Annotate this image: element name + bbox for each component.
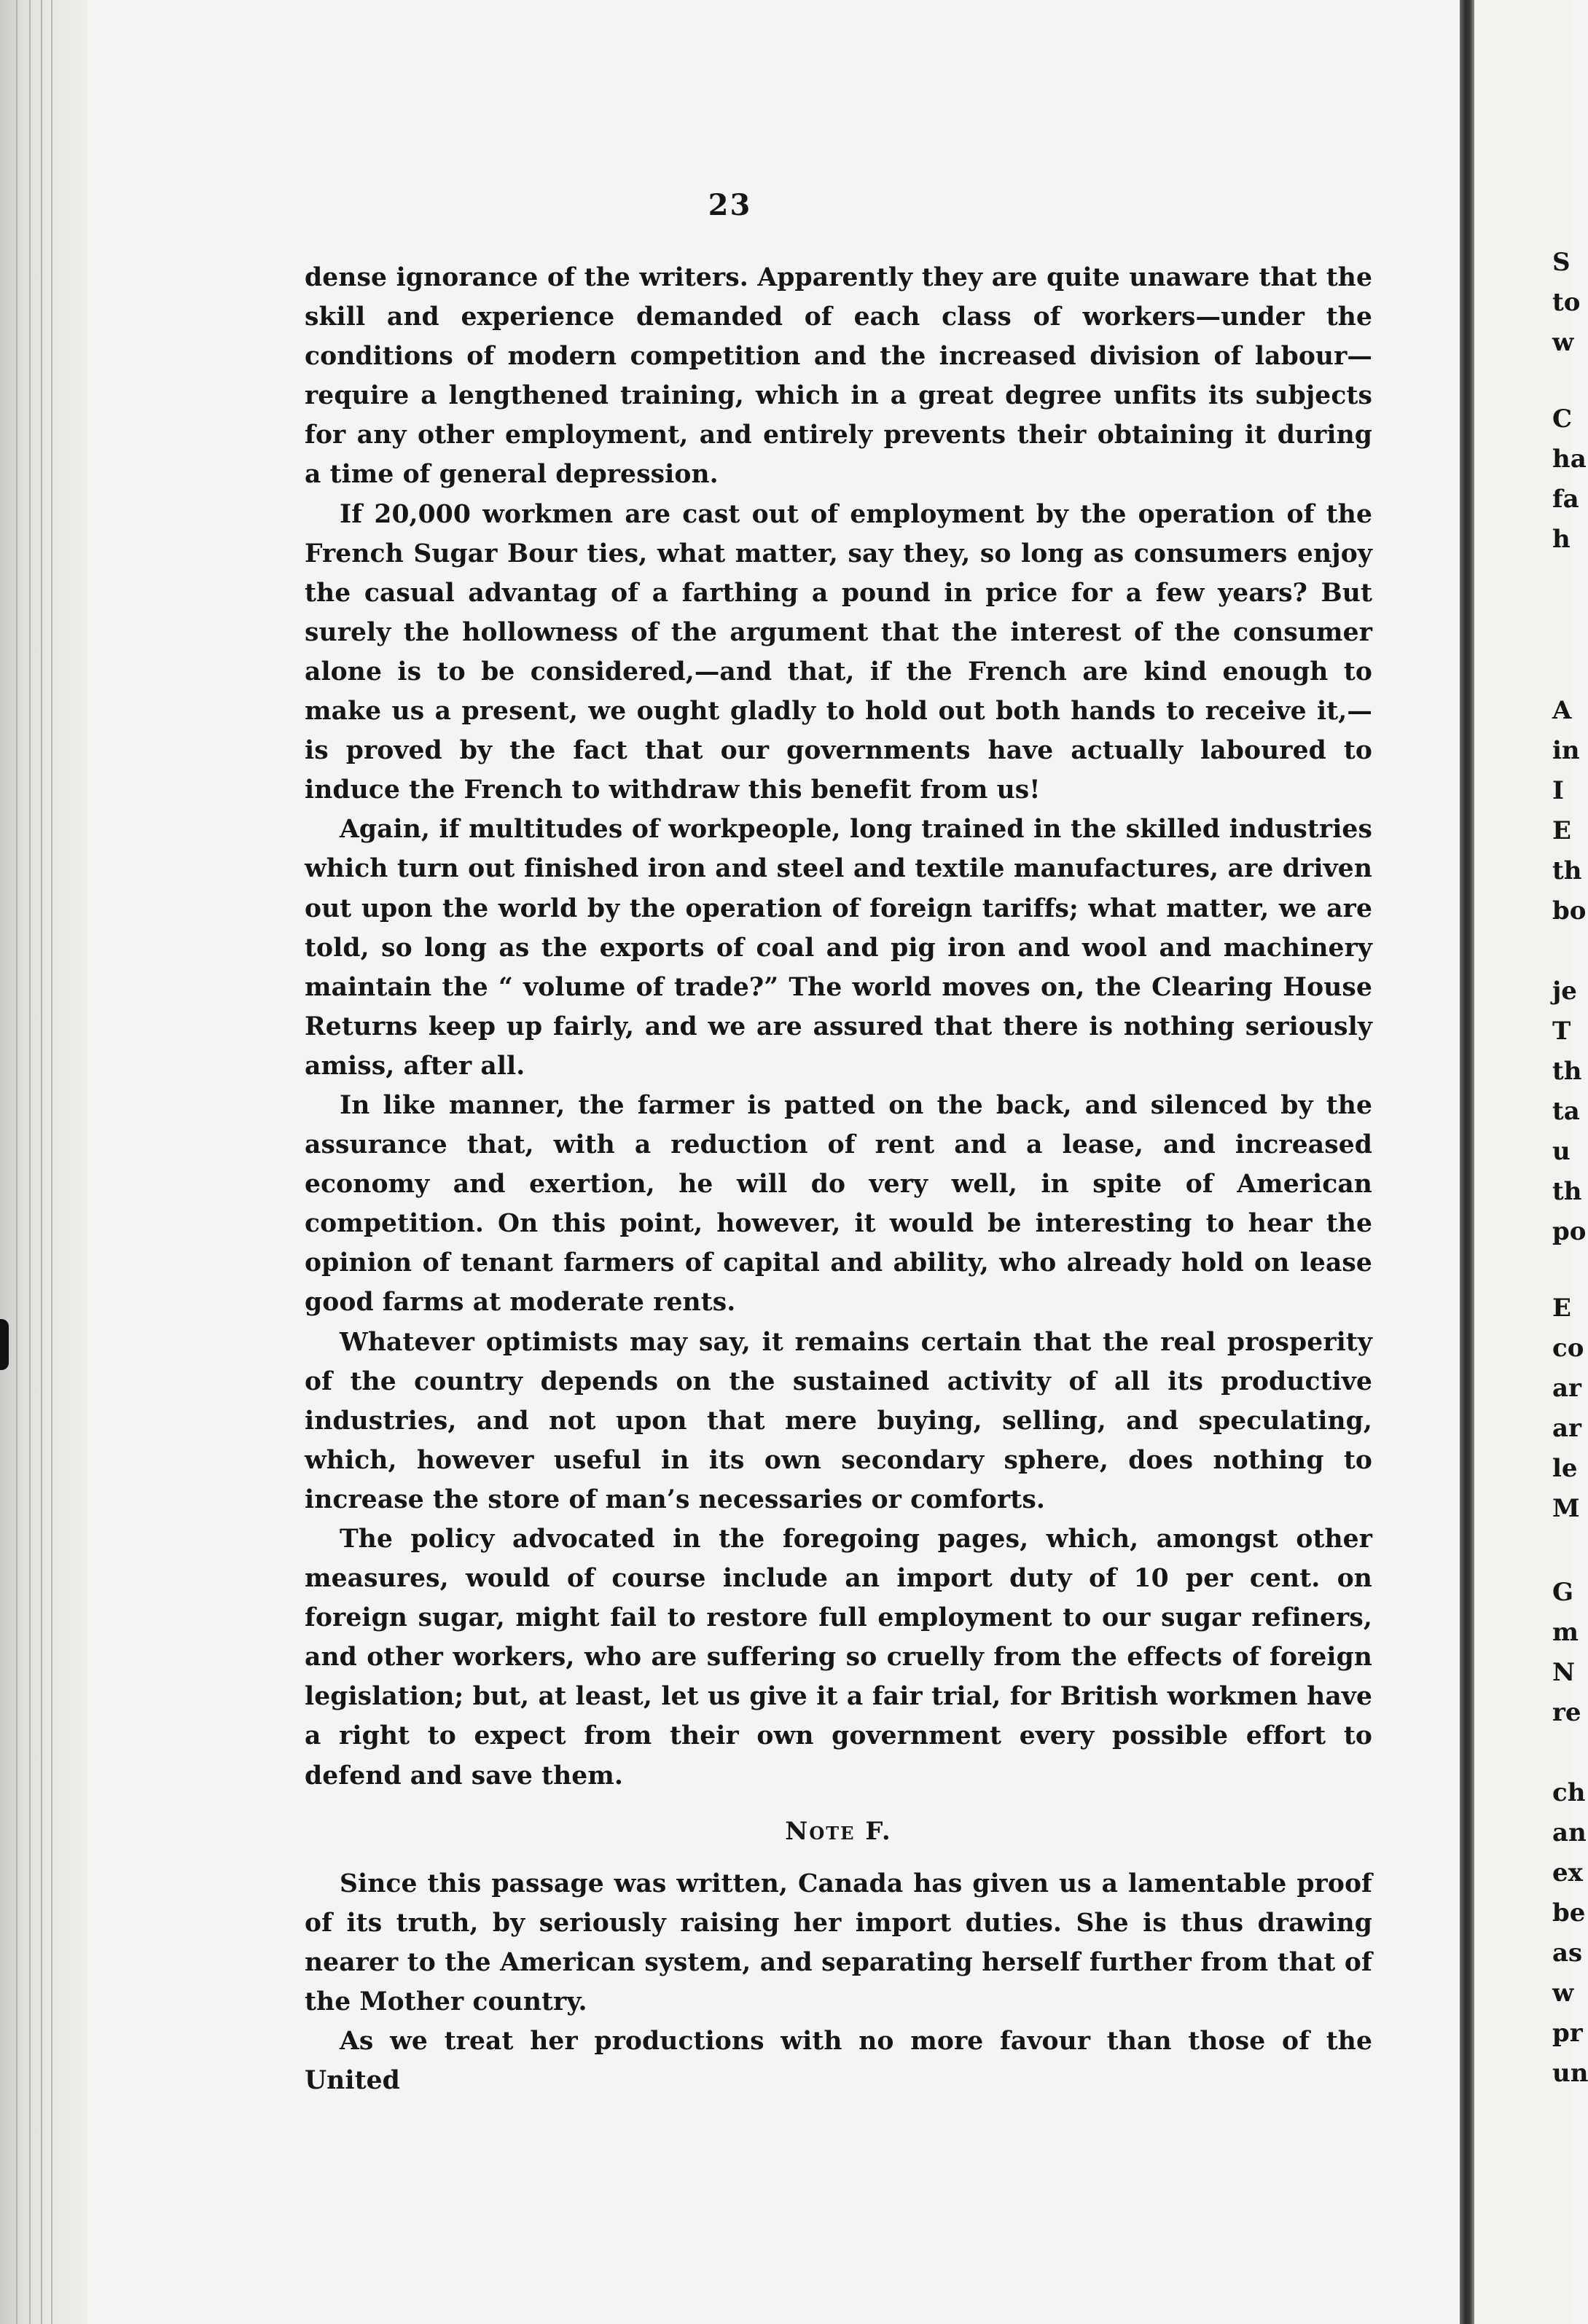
paragraph: In like manner, the farmer is patted on the back, and silenced by the assurance that, with a reduction of rent and a lease, and increased economy and exertion, he will do very well, in spite of American competition. On this point, however, it would be interesting to hear the opinion of tenant farmers of capital and ability, who already hold on lease good farms at moderate rents. — [305, 1090, 1372, 1318]
facing-page-fragment: G — [1552, 1578, 1574, 1607]
facing-page-fragment: as — [1552, 1938, 1583, 1968]
facing-page-fragment: ar — [1552, 1414, 1581, 1443]
facing-page-fragment: ha — [1552, 445, 1587, 474]
facing-page-fragment: bo — [1552, 896, 1587, 926]
facing-page-text — [1552, 0, 1588, 2324]
paragraph: The policy advocated in the foregoing pages, which, amongst other measures, would of course include an import duty of 10 per cent. on foreign sugar, might fail to restore full employment to our sugar refiners, and other workers, who are suffering so cruelly from the effects of foreign legislation; but, at least, let us give it a fair trial, for British workmen have a right to expect from their own government every possible effort to defend and save them. — [305, 1525, 1372, 1791]
facing-page-fragment: T — [1552, 1017, 1571, 1046]
facing-page-fragment: in — [1552, 736, 1580, 765]
book-spine — [1460, 0, 1474, 2324]
facing-page-fragment: h — [1552, 525, 1571, 554]
facing-page-fragment: E — [1552, 1294, 1571, 1323]
facing-page-fragment: to — [1552, 288, 1581, 317]
note-paragraph: As we treat her productions with no more favour than those of the United — [305, 2027, 1372, 2096]
paragraph: If 20,000 workmen are cast out of employment by the operation of the French Sugar Bour ties, what matter, say they, so long as consumers enjoy the casual advantag of a farthing a pound in price for a few years? But surely the hollowness of the argument that the interest of the consumer alone is to be considered,—and that, if the French are kind enough to make us a present, we ought gladly to hold out both hands to receive it,—is proved by the fact that our governments have actually laboured to induce the French to withdraw this benefit from us! — [305, 499, 1372, 805]
facing-page-fragment: w — [1552, 1979, 1574, 2008]
facing-page-fragment: m — [1552, 1618, 1579, 1647]
facing-page-fragment: fa — [1552, 485, 1579, 514]
facing-page-fragment: u — [1552, 1137, 1571, 1166]
page-edge-shadow — [0, 0, 87, 2324]
facing-page-fragment: w — [1552, 328, 1574, 357]
facing-page-fragment: E — [1552, 816, 1571, 845]
facing-page-fragment: ar — [1552, 1374, 1581, 1403]
page-edge-line — [16, 0, 17, 2324]
facing-page-fragment: ta — [1552, 1097, 1580, 1126]
facing-page-fragment: je — [1552, 977, 1577, 1006]
facing-page-fragment: th — [1552, 856, 1582, 885]
facing-page-fragment: le — [1552, 1454, 1578, 1483]
facing-page-fragment: I — [1552, 776, 1564, 805]
page-edge-line — [29, 0, 31, 2324]
facing-page-fragment: N — [1552, 1658, 1576, 1687]
facing-page-fragment: A — [1552, 696, 1572, 725]
page-edge-line — [41, 0, 42, 2324]
page-number: 23 — [708, 188, 752, 222]
paragraph: Again, if multitudes of workpeople, long trained in the skilled industries which turn out finished iron and steel and textile manufactures, are driven out upon the world by the operation of foreign tariffs; what matter, we are told, so long as the exports of coal and pig iron and wool and machinery maintain the “ volume of trade?” The world moves on, the Clearing House Returns keep up fairly, and we are assured that there is nothing seriously amiss, after all. — [305, 815, 1372, 1081]
facing-page-fragment: ch — [1552, 1778, 1586, 1807]
facing-page-fragment: ex — [1552, 1858, 1583, 1887]
page-edge-line — [51, 0, 52, 2324]
note-heading: Note F. — [785, 1816, 892, 1846]
paragraph: dense ignorance of the writers. Apparently they are quite unaware that the skill and experience demanded of each class of workers—under the conditions of modern competition and the increased division of labour—require a lengthened training, which in a great degree unfits its subjects for any other employment, and entirely prevents their obtaining it during a time of general depression. — [305, 263, 1372, 490]
facing-page-fragment: pr — [1552, 2019, 1583, 2048]
facing-page-fragment: C — [1552, 404, 1573, 434]
facing-page-fragment: M — [1552, 1494, 1580, 1523]
facing-page-fragment: an — [1552, 1818, 1587, 1847]
facing-page-fragment: th — [1552, 1057, 1582, 1086]
paragraph: Whatever optimists may say, it remains certain that the real prosperity of the country depends on the sustained activity of all its productive industries, and not upon that mere buying, selling, and speculating, which, however useful in its own secondary sphere, does nothing to increase the store of man’s necessaries or comforts. — [305, 1327, 1372, 1514]
main-text — [305, 258, 1372, 2100]
facing-page-fragment: be — [1552, 1898, 1586, 1928]
binding-clip-mark — [0, 1319, 9, 1370]
facing-page-fragment: po — [1552, 1217, 1587, 1246]
note-paragraph: Since this passage was written, Canada has given us a lamentable proof of its truth, by seriously raising her import duties. She is thus drawing nearer to the American system, and separating herself further from that of the Mother country. — [305, 1869, 1372, 2016]
facing-page-fragment: co — [1552, 1334, 1584, 1363]
facing-page-fragment: S — [1552, 248, 1571, 277]
facing-page-fragment: th — [1552, 1177, 1582, 1206]
facing-page-fragment: un — [1552, 2059, 1588, 2088]
facing-page-fragment: re — [1552, 1698, 1581, 1727]
